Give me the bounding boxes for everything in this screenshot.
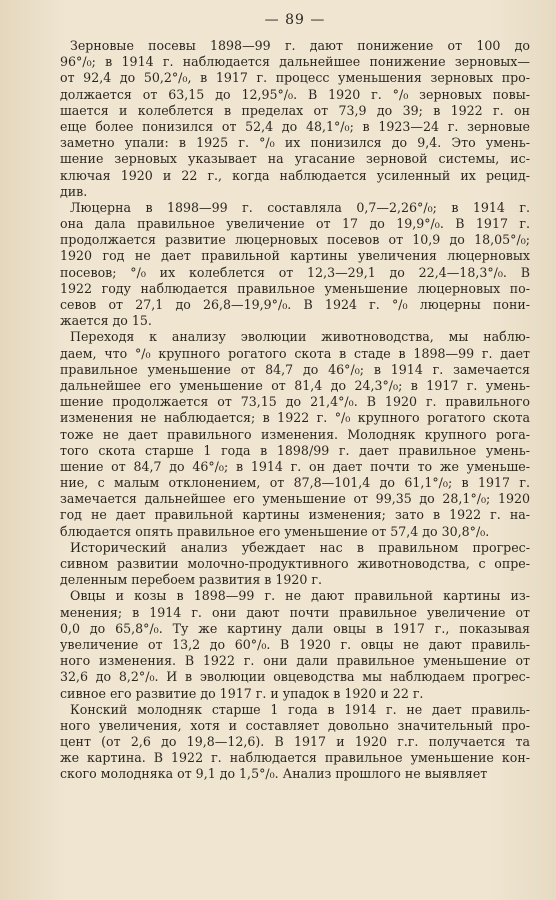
text-line: Исторический анализ убеждает нас в правильном прогрес- — [70, 539, 530, 555]
text-line: ние, с малым отклонением, от 87,8—101,4 до 61,1°/₀; в 1917 г. — [60, 475, 530, 491]
text-line: див. — [60, 183, 88, 199]
text-line: Зерновые посевы 1898—99 г. дают понижение от 100 до — [70, 38, 530, 53]
text-line: шение продолжается от 73,15 до 21,4°/₀. В 1920 г. правильного — [60, 394, 530, 410]
text-line: севов от 27,1 до 26,8—19,9°/₀. В 1924 г. °/₀ люцерны пони- — [60, 297, 530, 312]
text-line: правильное уменьшение от 84,7 до 46°/₀; в 1914 г. замечается — [60, 361, 530, 377]
text-line: еще более понизился от 52,4 до 48,1°/₀; в 1923—24 г. зерновые — [60, 118, 530, 134]
paragraph — [60, 38, 530, 200]
text-line: сивном развитии молочно-продуктивного животноводства, с опре- — [60, 556, 530, 571]
text-line: Люцерна в 1898—99 г. составляла 0,7—2,26°/₀; в 1914 г. — [70, 199, 530, 215]
text-line: ского молодняка от 9,1 до 1,5°/₀. Анализ прошлого не выявляет — [60, 766, 488, 782]
text-line: Овцы и козы в 1898—99 г. не дают правильной картины из- — [70, 588, 530, 604]
text-line: от 92,4 до 50,2°/₀, в 1917 г. процесс уменьшения зерновых про- — [60, 70, 530, 86]
text-line: блюдается опять правильное его уменьшение от 57,4 до 30,8°/₀. — [60, 523, 490, 539]
text-line: 96°/₀; в 1914 г. наблюдается дальнейшее понижение зерновых— — [60, 54, 530, 70]
text-line: она дала правильное увеличение от 17 до 19,9°/₀. В 1917 г. — [60, 216, 530, 232]
text-line: 32,6 до 8,2°/₀. И в эволюции овцеводства мы наблюдаем прогрес- — [60, 669, 530, 685]
text-line: изменения не наблюдается; в 1922 г. °/₀ крупного рогатого скота — [60, 410, 530, 426]
text-line: жается до 15. — [60, 313, 152, 329]
text-line: 1920 год не дает правильной картины увеличения люцерновых — [60, 248, 530, 264]
paragraph — [60, 200, 530, 330]
paragraph — [60, 702, 530, 783]
text-line: заметно упали: в 1925 г. °/₀ их понизился до 9,4. Это умень- — [60, 135, 530, 151]
text-line: продолжается развитие люцерновых посевов от 10,9 до 18,05°/₀; — [60, 232, 530, 248]
text-line: тоже не дает правильного изменения. Молодняк крупного рога- — [60, 426, 530, 442]
text-line: увеличение от 13,2 до 60°/₀. В 1920 г. овцы не дают правиль- — [60, 636, 530, 652]
text-line: даем, что °/₀ крупного рогатого скота в стаде в 1898—99 г. дает — [60, 345, 530, 361]
text-line: Конский молодняк старше 1 года в 1914 г. не дает правиль- — [70, 701, 530, 717]
text-line: 0,0 до 65,8°/₀. Ту же картину дали овцы в 1917 г., показывая — [60, 620, 530, 636]
text-line: должается от 63,15 до 12,95°/₀. В 1920 г. °/₀ зерновых повы- — [60, 86, 530, 102]
page-number: — 89 — — [264, 12, 326, 28]
text-line: ключая 1920 и 22 г., когда наблюдается усиленный их рецид- — [60, 167, 530, 183]
text-line: год не дает правильной картины изменения; зато в 1922 г. на- — [60, 507, 530, 523]
text-line: деленным перебоем развития в 1920 г. — [60, 572, 323, 588]
text-line: посевов; °/₀ их колеблется от 12,3—29,1 до 22,4—18,3°/₀. В — [60, 264, 530, 280]
text-line: того скота старше 1 года в 1898/99 г. дает правильное умень- — [60, 442, 530, 458]
text-line: шается и колеблется в пределах от 73,9 до 39; в 1922 г. он — [60, 102, 530, 118]
text-line: 1922 году наблюдается правильное уменьшение люцерновых по- — [60, 280, 530, 296]
paragraph — [60, 329, 530, 539]
text-line: ного изменения. В 1922 г. они дали правильное уменьшение от — [60, 653, 530, 669]
text-line: цент (от 2,6 до 19,8—12,6). В 1917 и 1920 г.г. получается та — [60, 734, 530, 750]
text-line: же картина. В 1922 г. наблюдается правильное уменьшение кон- — [60, 750, 530, 766]
body-text — [60, 38, 530, 783]
text-line: сивное его развитие до 1917 г. и упадок в 1920 и 22 г. — [60, 685, 424, 701]
text-line: шение от 84,7 до 46°/₀; в 1914 г. он дает почти то же уменьше- — [60, 458, 530, 474]
text-line: менения; в 1914 г. они дают почти правильное увеличение от — [60, 604, 530, 620]
text-line: дальнейшее его уменьшение от 81,4 до 24,3°/₀; в 1917 г. умень- — [60, 377, 530, 393]
paragraph — [60, 588, 530, 701]
text-line: ного увеличения, хотя и составляет довольно значительный про- — [60, 717, 530, 733]
text-line: замечается дальнейшее его уменьшение от 99,35 до 28,1°/₀; 1920 — [60, 491, 530, 507]
text-line: шение зерновых указывает на угасание зерновой системы, ис- — [60, 151, 530, 167]
paragraph — [60, 540, 530, 589]
text-line: Переходя к анализу эволюции животноводства, мы наблю- — [70, 329, 530, 345]
